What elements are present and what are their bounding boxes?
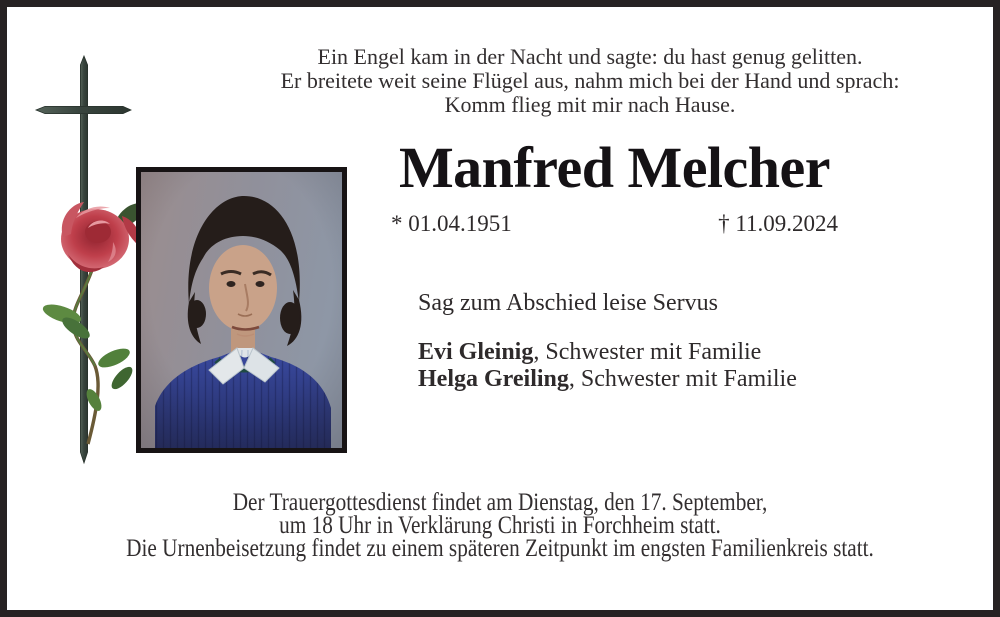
service-line-3: Die Urnenbeisetzung findet zu einem späteren Zeitpunkt im engsten Familienkreis statt. — [126, 535, 874, 562]
death-date: † 11.09.2024 — [718, 211, 838, 236]
mourners-list — [418, 339, 797, 393]
portrait-photo — [136, 167, 347, 453]
red-rose-icon — [41, 199, 148, 444]
service-line-1: Der Trauergottesdienst findet am Dienstag, den 17. September, — [232, 489, 768, 516]
epigraph-line-2: Er breitete weit seine Flügel aus, nahm mich bei der Hand und sprach: — [280, 68, 900, 93]
mourner-row — [418, 366, 797, 393]
portrait-illustration — [141, 172, 342, 448]
epigraph-line-1: Ein Engel kam in der Nacht und sagte: du hast genug gelitten. — [317, 44, 863, 69]
mourner-row — [418, 339, 797, 366]
epigraph-line-3: Komm flieg mit mir nach Hause. — [444, 92, 736, 117]
mourner-relation: , Schwester mit Familie — [533, 339, 762, 365]
memorial-cross-rose-icon — [18, 52, 150, 468]
service-info — [75, 491, 925, 560]
deceased-name: Manfred Melcher — [398, 135, 831, 200]
farewell-quote: Sag zum Abschied leise Servus — [418, 290, 718, 316]
epigraph — [155, 45, 1000, 117]
birth-date: * 01.04.1951 — [391, 211, 512, 236]
mourner-name: Helga Greiling — [418, 366, 569, 392]
service-line-2: um 18 Uhr in Verklärung Christi in Forchheim statt. — [279, 512, 721, 539]
mourner-name: Evi Gleinig — [418, 339, 534, 365]
name-column — [391, 135, 838, 237]
cross-rose-artwork — [18, 52, 150, 468]
mourner-relation: , Schwester mit Familie — [568, 366, 797, 392]
life-dates — [391, 211, 838, 237]
